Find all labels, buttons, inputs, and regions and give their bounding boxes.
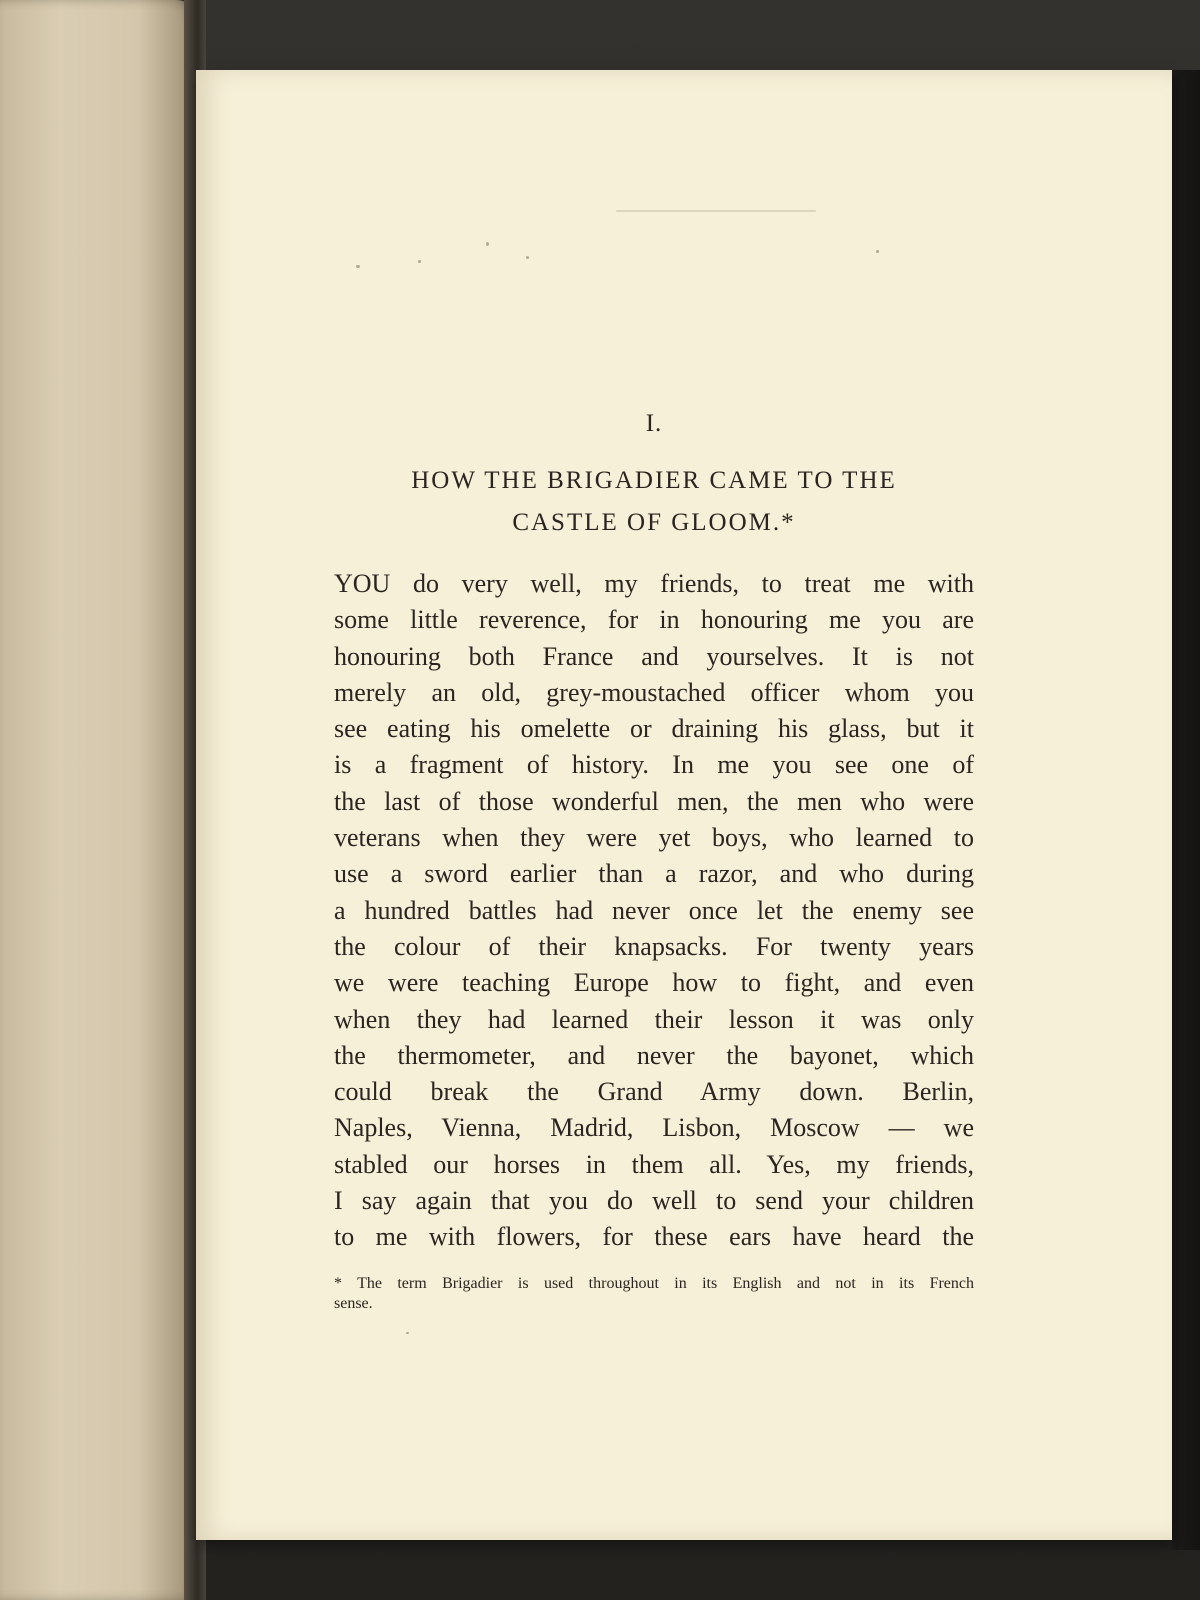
- background-edge: [1172, 70, 1200, 1550]
- page-text: [334, 410, 974, 1314]
- text-line: to me with flowers, for these ears have heard the: [334, 1222, 974, 1252]
- paper-speck: [876, 250, 879, 253]
- text-line: is a fragment of history. In me you see one of: [334, 750, 974, 780]
- paper-speck: [486, 242, 489, 246]
- text-line: use a sword earlier than a razor, and who during: [334, 859, 974, 889]
- text-line: stabled our horses in them all. Yes, my friends,: [334, 1149, 974, 1179]
- text-line: I say again that you do well to send your children: [334, 1186, 974, 1216]
- paper-speck: [526, 256, 529, 259]
- text-line: we were teaching Europe how to fight, and even: [334, 968, 974, 998]
- text-line: honouring both France and yourselves. It is not: [334, 641, 974, 671]
- text-line: the thermometer, and never the bayonet, which: [334, 1040, 974, 1070]
- paper-speck: [356, 265, 360, 268]
- text-line: when they had learned their lesson it was only: [334, 1004, 974, 1034]
- chapter-title: [334, 460, 974, 544]
- text-line: see eating his omelette or draining his glass, but it: [334, 714, 974, 744]
- chapter-number: I.: [645, 410, 663, 437]
- text-line: some little reverence, for in honouring me you are: [334, 605, 974, 635]
- text-line: a hundred battles had never once let the enemy see: [334, 895, 974, 925]
- text-line: Naples, Vienna, Madrid, Lisbon, Moscow — we: [334, 1113, 974, 1143]
- footnote: [334, 1274, 974, 1314]
- text-line: the last of those wonderful men, the men who were: [334, 786, 974, 816]
- paper-speck: [418, 260, 421, 263]
- text-line: could break the Grand Army down. Berlin,: [334, 1077, 974, 1107]
- text-line: the colour of their knapsacks. For twenty years: [334, 931, 974, 961]
- text-line: veterans when they were yet boys, who learned to: [334, 823, 974, 853]
- text-line: merely an old, grey-moustached officer whom you: [334, 677, 974, 707]
- footnote-line: sense.: [334, 1294, 373, 1312]
- book-cover-board: [0, 0, 198, 1600]
- chapter-title-line: CASTLE OF GLOOM.*: [512, 509, 796, 536]
- paper-speck: [406, 1332, 409, 1334]
- text-line: YOU do very well, my friends, to treat me with: [334, 569, 974, 598]
- chapter-title-line: HOW THE BRIGADIER CAME TO THE: [411, 467, 897, 494]
- paper-speck: [616, 210, 816, 212]
- footnote-line: * The term Brigadier is used throughout in its English and not in its French: [334, 1274, 974, 1292]
- body-paragraph: [334, 566, 974, 1256]
